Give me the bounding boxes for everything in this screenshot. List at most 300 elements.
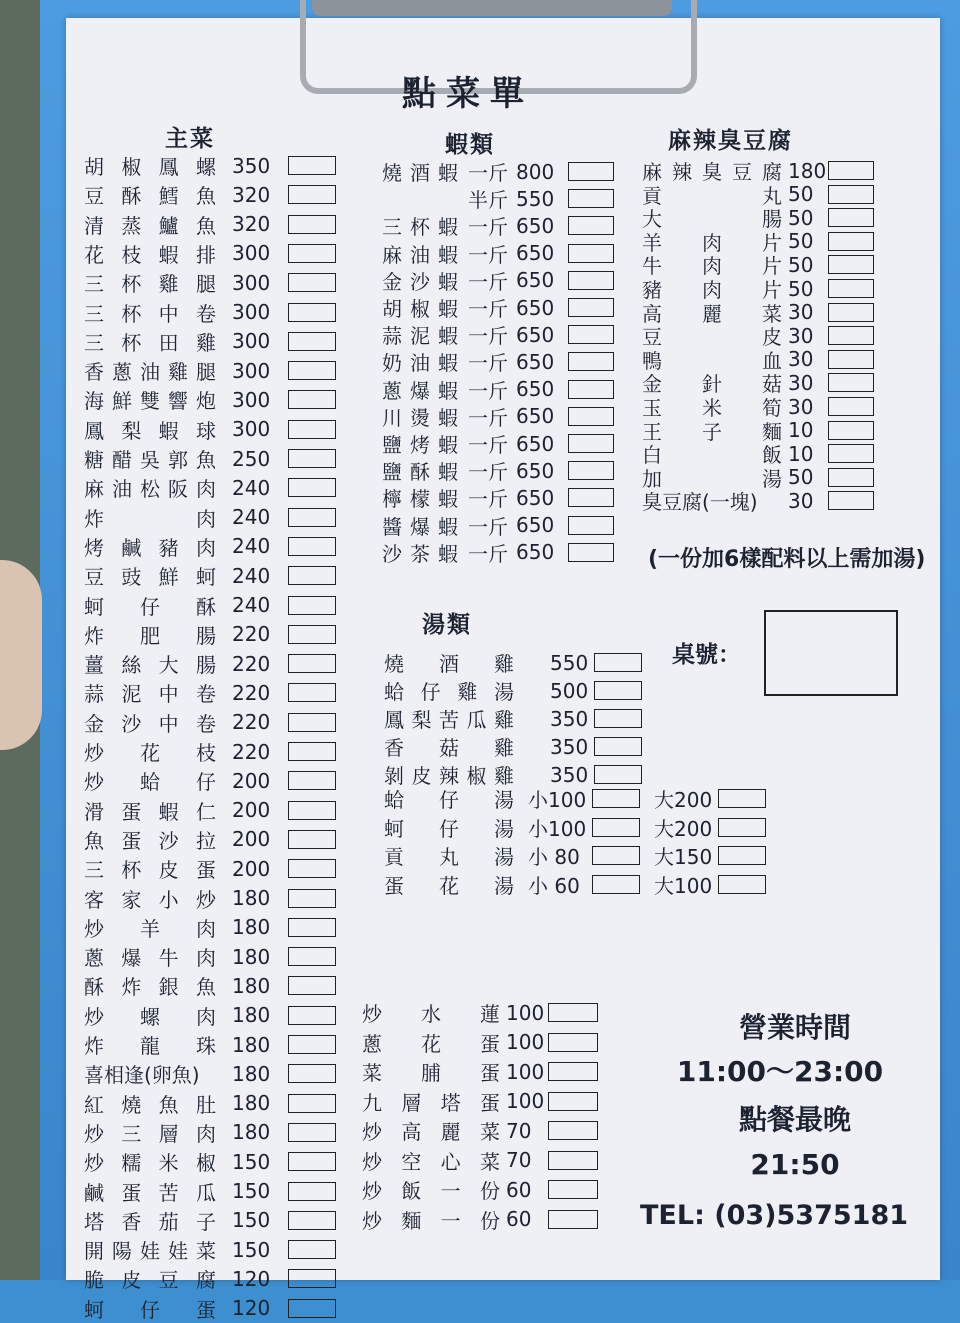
order-checkbox[interactable] — [288, 1211, 336, 1230]
item-name: 燒 酒 雞 — [384, 652, 514, 676]
item-name: 玉 米 筍 — [642, 396, 782, 420]
item-price: 150 — [232, 1208, 271, 1233]
order-checkbox[interactable] — [548, 1210, 598, 1229]
order-checkbox[interactable] — [828, 444, 874, 463]
order-checkbox[interactable] — [828, 161, 874, 180]
item-name: 花 枝 蝦 排 — [84, 242, 216, 267]
item-price: 50 — [788, 252, 814, 277]
order-checkbox[interactable] — [594, 709, 642, 728]
order-checkbox[interactable] — [568, 407, 614, 426]
item-name: 胡 椒 鳳 螺 — [84, 155, 216, 179]
item-name: 炒 高 麗 菜 — [362, 1120, 500, 1144]
item-unit: 一斤 — [468, 487, 508, 512]
order-checkbox[interactable] — [594, 681, 642, 700]
small-order-checkbox[interactable] — [592, 846, 640, 865]
order-checkbox[interactable] — [288, 537, 336, 556]
item-price: 650 — [516, 241, 555, 266]
menu-row — [84, 358, 336, 383]
item-name: 魚 蛋 沙 拉 — [84, 828, 216, 853]
menu-row — [84, 739, 336, 764]
menu-row — [84, 270, 336, 295]
menu-row — [84, 1296, 336, 1321]
order-checkbox[interactable] — [288, 947, 336, 966]
menu-row — [382, 159, 614, 184]
order-checkbox[interactable] — [828, 279, 874, 298]
menu-row — [84, 534, 336, 559]
order-checkbox[interactable] — [568, 352, 614, 371]
large-price: 大200 — [654, 788, 713, 812]
tofu-heading: 麻辣臭豆腐 — [668, 128, 793, 154]
menu-row — [84, 768, 336, 793]
menu-row — [84, 798, 336, 823]
menu-row — [84, 973, 336, 998]
menu-row — [84, 475, 336, 500]
order-checkbox[interactable] — [288, 508, 336, 527]
order-checkbox[interactable] — [828, 326, 874, 345]
item-name: 酥 炸 銀 魚 — [84, 975, 216, 1000]
item-price: 180 — [232, 1091, 271, 1116]
order-checkbox[interactable] — [288, 1006, 336, 1025]
order-checkbox[interactable] — [288, 273, 336, 292]
item-name: 牛 肉 片 — [642, 254, 782, 279]
item-unit: 一斤 — [468, 215, 508, 240]
item-name: 金 針 菇 — [642, 372, 782, 397]
item-name: 三 杯 田 雞 — [84, 330, 216, 355]
order-checkbox[interactable] — [288, 420, 336, 439]
order-checkbox[interactable] — [288, 918, 336, 937]
item-name: 炸 龍 珠 — [84, 1034, 216, 1058]
menu-row — [84, 182, 336, 207]
item-name: 金 沙 中 卷 — [84, 711, 216, 736]
item-name: 大 腸 — [642, 207, 782, 232]
item-price: 650 — [516, 213, 555, 238]
menu-row — [382, 295, 614, 320]
item-name: 奶 油 蝦 — [382, 351, 458, 376]
item-price: 220 — [232, 622, 271, 647]
item-price: 180 — [232, 973, 271, 998]
item-price: 250 — [232, 446, 271, 471]
order-checkbox[interactable] — [288, 156, 336, 175]
order-checkbox[interactable] — [288, 713, 336, 732]
order-checkbox[interactable] — [568, 434, 614, 453]
order-checkbox[interactable] — [568, 543, 614, 562]
order-checkbox[interactable] — [548, 1092, 598, 1111]
menu-row — [84, 241, 336, 266]
item-name: 剝 皮 辣 椒 雞 — [384, 764, 514, 788]
item-name: 炒 蛤 仔 — [84, 770, 216, 795]
small-price: 小100 — [528, 788, 587, 812]
item-price: 300 — [232, 300, 271, 324]
menu-row — [84, 387, 336, 412]
item-price: 650 — [516, 295, 555, 320]
item-name: 菜 脯 蛋 — [362, 1061, 500, 1085]
item-name: 三 杯 中 卷 — [84, 301, 216, 326]
order-checkbox[interactable] — [568, 325, 614, 344]
order-checkbox[interactable] — [288, 1094, 336, 1113]
item-name: 炸 肉 — [84, 506, 216, 531]
item-price: 220 — [232, 739, 271, 764]
menu-row — [382, 485, 614, 510]
item-name: 羊 肉 片 — [642, 230, 782, 255]
item-name: 蚵 仔 酥 — [84, 594, 216, 619]
order-checkbox[interactable] — [828, 373, 874, 392]
menu-row — [382, 241, 614, 266]
menu-row — [384, 786, 766, 811]
menu-row — [382, 213, 614, 238]
large-order-checkbox[interactable] — [718, 875, 766, 894]
order-checkbox[interactable] — [288, 654, 336, 673]
item-unit: 一斤 — [468, 161, 508, 185]
order-checkbox[interactable] — [568, 216, 614, 235]
item-price: 650 — [516, 431, 555, 456]
hours-label: 營業時間 — [738, 1011, 851, 1044]
order-checkbox[interactable] — [828, 232, 874, 251]
menu-row — [362, 1000, 598, 1025]
menu-row — [84, 505, 336, 530]
item-name: 滑 蛋 蝦 仁 — [84, 799, 216, 824]
item-name: 麻 油 松 阪 肉 — [84, 477, 216, 502]
menu-row — [84, 212, 336, 237]
order-checkbox[interactable] — [288, 185, 336, 204]
item-price: 180 — [232, 915, 271, 940]
item-name: 九 層 塔 蛋 — [362, 1090, 500, 1115]
item-name: 喜相逢(卵魚) — [84, 1063, 200, 1088]
item-name: 炒 糯 米 椒 — [84, 1151, 216, 1176]
item-price: 240 — [232, 505, 271, 530]
item-name: 麻 辣 臭 豆 腐 — [642, 160, 782, 184]
menu-row — [84, 710, 336, 735]
item-price: 220 — [232, 680, 271, 705]
order-checkbox[interactable] — [568, 380, 614, 399]
item-name: 炒 麵 一 份 — [362, 1208, 500, 1233]
order-checkbox[interactable] — [828, 350, 874, 369]
item-name: 燒 酒 蝦 — [382, 161, 458, 185]
tofu-note: (一份加6樣配料以上需加湯) — [648, 547, 926, 572]
item-price: 200 — [232, 827, 271, 852]
item-name: 豆 皮 — [642, 325, 782, 350]
menu-row — [84, 827, 336, 852]
order-checkbox[interactable] — [548, 1180, 598, 1199]
order-checkbox[interactable] — [288, 1064, 336, 1083]
menu-row — [84, 915, 336, 940]
menu-row — [362, 1118, 598, 1143]
menu-row — [84, 153, 336, 178]
order-checkbox[interactable] — [288, 1152, 336, 1171]
item-name: 胡 椒 蝦 — [382, 297, 458, 321]
order-checkbox[interactable] — [288, 449, 336, 468]
item-name: 烤 鹹 豬 肉 — [84, 535, 216, 560]
menu-row — [382, 540, 614, 565]
holding-thumb — [0, 560, 42, 750]
item-name: 貢 丸 — [642, 183, 782, 208]
order-checkbox[interactable] — [828, 421, 874, 440]
order-checkbox[interactable] — [288, 1299, 336, 1318]
item-price: 30 — [788, 370, 814, 395]
menu-row — [84, 300, 336, 325]
item-name: 客 家 小 炒 — [84, 887, 216, 912]
item-price: 650 — [516, 458, 555, 483]
item-price: 240 — [232, 593, 271, 617]
item-name: 海 鮮 雙 響 炮 — [84, 389, 216, 414]
menu-row — [84, 1032, 336, 1057]
menu-row — [384, 678, 642, 703]
order-checkbox[interactable] — [828, 208, 874, 227]
order-checkbox[interactable] — [828, 468, 874, 487]
item-name: 三 杯 雞 腿 — [84, 272, 216, 297]
order-checkbox[interactable] — [828, 491, 874, 510]
item-name: 蛤 仔 湯 — [384, 788, 514, 812]
menu-row — [382, 377, 614, 402]
item-name: 炒 羊 肉 — [84, 916, 216, 941]
small-price: 小 60 — [528, 873, 580, 898]
large-order-checkbox[interactable] — [718, 789, 766, 808]
item-price: 240 — [232, 563, 271, 588]
order-checkbox[interactable] — [568, 244, 614, 263]
item-name: 蔥 爆 蝦 — [382, 378, 458, 403]
menu-row — [84, 593, 336, 618]
menu-row — [384, 872, 766, 897]
item-name: 臭豆腐(一塊) — [642, 490, 758, 515]
large-price: 大150 — [654, 845, 713, 869]
order-checkbox[interactable] — [288, 596, 336, 615]
item-name: 豬 肉 片 — [642, 278, 782, 302]
item-price: 30 — [788, 323, 814, 348]
item-price: 300 — [232, 241, 271, 266]
menu-row — [84, 651, 336, 676]
small-price: 小 80 — [528, 845, 580, 869]
order-checkbox[interactable] — [568, 271, 614, 290]
order-checkbox[interactable] — [568, 189, 614, 208]
last-order-label: 點餐最晚 — [738, 1103, 851, 1136]
item-price: 30 — [788, 488, 814, 513]
menu-row — [84, 417, 336, 442]
item-name: 鳳 梨 苦 瓜 雞 — [384, 708, 514, 732]
item-price: 200 — [232, 856, 271, 881]
table-number-label: 桌號： — [672, 642, 741, 668]
item-name: 紅 燒 魚 肚 — [84, 1092, 216, 1117]
item-price: 650 — [516, 404, 555, 429]
item-name: 高 麗 菜 — [642, 301, 782, 326]
item-name: 炒 飯 一 份 — [362, 1179, 500, 1203]
item-price: 650 — [516, 322, 555, 347]
item-price: 180 — [232, 886, 271, 910]
menu-row — [382, 513, 614, 538]
order-checkbox[interactable] — [548, 1151, 598, 1170]
order-checkbox[interactable] — [828, 397, 874, 416]
order-checkbox[interactable] — [288, 976, 336, 995]
order-checkbox[interactable] — [288, 625, 336, 644]
order-checkbox[interactable] — [288, 742, 336, 761]
item-unit: 一斤 — [468, 324, 508, 349]
order-checkbox[interactable] — [288, 771, 336, 790]
order-checkbox[interactable] — [288, 566, 336, 585]
item-price: 100 — [506, 1030, 545, 1054]
menu-title: 點菜單 — [402, 74, 534, 114]
item-price: 30 — [788, 347, 814, 372]
item-price: 650 — [516, 513, 555, 538]
item-name: 蚵 仔 湯 — [384, 816, 514, 841]
item-unit: 一斤 — [468, 378, 508, 403]
order-checkbox[interactable] — [288, 244, 336, 263]
item-name: 炒 空 心 菜 — [362, 1149, 500, 1174]
order-checkbox[interactable] — [548, 1033, 598, 1052]
item-price: 30 — [788, 394, 814, 419]
order-checkbox[interactable] — [568, 461, 614, 480]
item-price: 320 — [232, 182, 271, 207]
item-name: 鴨 血 — [642, 348, 782, 373]
order-checkbox[interactable] — [548, 1003, 598, 1022]
order-checkbox[interactable] — [288, 1123, 336, 1142]
large-order-checkbox[interactable] — [718, 846, 766, 865]
item-unit: 一斤 — [468, 242, 508, 267]
item-price: 180 — [232, 1061, 271, 1086]
item-price: 180 — [232, 944, 271, 969]
order-checkbox[interactable] — [288, 332, 336, 351]
small-price: 小100 — [528, 816, 587, 841]
item-price: 650 — [516, 349, 555, 374]
order-checkbox[interactable] — [594, 653, 642, 672]
order-checkbox[interactable] — [568, 516, 614, 535]
menu-row — [84, 944, 336, 969]
order-checkbox[interactable] — [288, 1240, 336, 1259]
menu-row — [362, 1059, 598, 1084]
main-heading: 主菜 — [165, 126, 215, 152]
table-number-box[interactable] — [764, 610, 898, 696]
menu-row — [384, 734, 642, 759]
large-price: 大200 — [654, 816, 713, 841]
item-name: 香 菇 雞 — [384, 736, 514, 760]
item-price: 800 — [516, 159, 555, 184]
item-name: 沙 茶 蝦 — [382, 541, 458, 566]
small-order-checkbox[interactable] — [592, 875, 640, 894]
item-price: 350 — [550, 734, 589, 759]
item-name: 鳳 梨 蝦 球 — [84, 418, 216, 443]
item-price: 300 — [232, 358, 271, 383]
large-order-checkbox[interactable] — [718, 818, 766, 837]
item-price: 650 — [516, 485, 555, 510]
menu-row — [84, 1237, 336, 1262]
item-name: 蒜 泥 蝦 — [382, 324, 458, 349]
item-price: 550 — [516, 186, 555, 211]
order-checkbox[interactable] — [288, 889, 336, 908]
item-name: 塔 香 茄 子 — [84, 1209, 216, 1234]
order-checkbox[interactable] — [288, 215, 336, 234]
item-name: 蚵 仔 蛋 — [84, 1297, 216, 1322]
small-order-checkbox[interactable] — [592, 818, 640, 837]
item-name: 豆 酥 鱈 魚 — [84, 184, 216, 209]
order-checkbox[interactable] — [288, 478, 336, 497]
item-name: 脆 皮 豆 腐 — [84, 1268, 216, 1293]
item-unit: 一斤 — [468, 460, 508, 485]
item-price: 300 — [232, 329, 271, 354]
menu-row — [84, 1149, 336, 1174]
menu-row — [384, 843, 766, 868]
item-price: 10 — [788, 441, 814, 466]
item-name: 三 杯 蝦 — [382, 215, 458, 240]
shrimp-heading: 蝦類 — [445, 132, 495, 158]
order-checkbox[interactable] — [288, 1182, 336, 1201]
item-price: 350 — [550, 762, 589, 787]
order-checkbox[interactable] — [288, 303, 336, 322]
item-name: 醬 爆 蝦 — [382, 514, 458, 539]
item-name: 三 杯 皮 蛋 — [84, 858, 216, 883]
item-name: 開 陽 娃 娃 菜 — [84, 1239, 216, 1264]
item-price: 180 — [232, 1003, 271, 1028]
order-checkbox[interactable] — [568, 162, 614, 181]
order-checkbox[interactable] — [288, 801, 336, 820]
item-price: 350 — [550, 706, 589, 731]
item-price: 150 — [232, 1237, 271, 1262]
order-checkbox[interactable] — [828, 255, 874, 274]
order-checkbox[interactable] — [288, 1269, 336, 1288]
item-price: 300 — [232, 387, 271, 412]
menu-row — [384, 650, 642, 675]
order-checkbox[interactable] — [288, 859, 336, 878]
menu-row — [362, 1177, 598, 1202]
item-price: 60 — [506, 1177, 532, 1202]
menu-row — [84, 680, 336, 705]
item-unit: 一斤 — [468, 351, 508, 376]
menu-row — [362, 1030, 598, 1055]
menu-row — [382, 349, 614, 374]
order-checkbox[interactable] — [288, 1035, 336, 1054]
item-name: 貢 丸 湯 — [384, 845, 514, 869]
item-name: 蒜 泥 中 卷 — [84, 682, 216, 707]
order-checkbox[interactable] — [828, 185, 874, 204]
menu-row — [84, 1120, 336, 1145]
menu-row — [384, 706, 642, 731]
order-checkbox[interactable] — [288, 683, 336, 702]
order-checkbox[interactable] — [288, 361, 336, 380]
item-price: 200 — [232, 798, 271, 823]
item-price: 200 — [232, 768, 271, 793]
order-checkbox[interactable] — [548, 1121, 598, 1140]
order-checkbox[interactable] — [568, 488, 614, 507]
order-checkbox[interactable] — [288, 390, 336, 409]
item-name: 蛤 仔 雞 湯 — [384, 680, 514, 704]
menu-row — [84, 1003, 336, 1028]
order-checkbox[interactable] — [568, 298, 614, 317]
menu-row — [84, 446, 336, 471]
order-checkbox[interactable] — [288, 830, 336, 849]
menu-row — [382, 458, 614, 483]
order-checkbox[interactable] — [828, 303, 874, 322]
item-price: 10 — [788, 418, 814, 443]
item-name: 炒 水 蓮 — [362, 1002, 500, 1026]
item-price: 500 — [550, 678, 589, 703]
item-name: 鹽 烤 蝦 — [382, 433, 458, 457]
small-order-checkbox[interactable] — [592, 789, 640, 808]
order-checkbox[interactable] — [594, 737, 642, 756]
item-name: 白 飯 — [642, 443, 782, 468]
telephone: TEL: (03)5375181 — [640, 1200, 909, 1231]
item-price: 50 — [788, 465, 814, 490]
soup-heading: 湯類 — [422, 612, 472, 638]
order-checkbox[interactable] — [594, 765, 642, 784]
item-name: 川 燙 蝦 — [382, 405, 458, 430]
item-name: 檸 檬 蝦 — [382, 487, 458, 512]
item-price: 350 — [232, 153, 271, 178]
item-name: 鹹 蛋 苦 瓜 — [84, 1180, 216, 1205]
item-price: 320 — [232, 212, 271, 237]
menu-row — [84, 563, 336, 588]
item-price: 30 — [788, 300, 814, 325]
item-price: 70 — [506, 1148, 532, 1172]
item-price: 650 — [516, 377, 555, 402]
item-unit: 一斤 — [468, 269, 508, 294]
order-checkbox[interactable] — [548, 1062, 598, 1081]
item-name: 糖 醋 吳 郭 魚 — [84, 448, 216, 472]
